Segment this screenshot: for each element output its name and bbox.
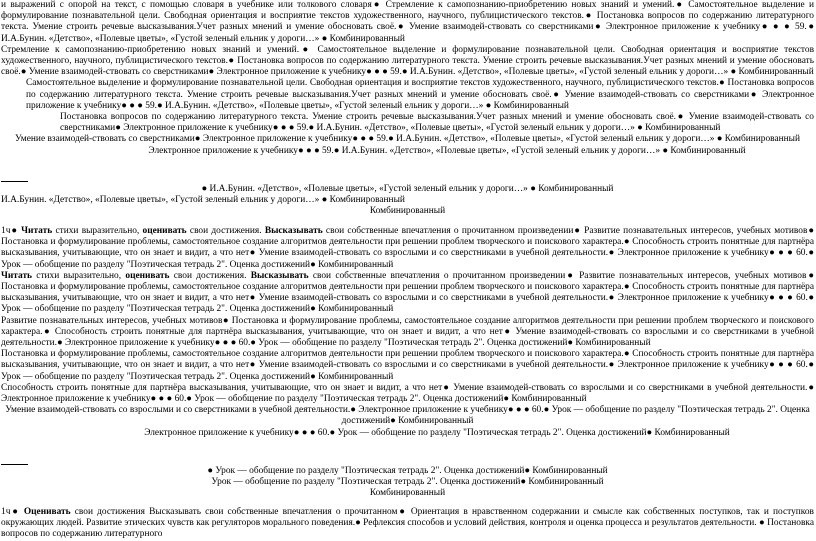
paragraph: Урок — обобщение по разделу "Поэтическая тетрадь 2". Оценка достижений● Комбинированный (211, 477, 604, 488)
paragraph: Постановка вопросов по содержанию литературного текста. Умение строить речевые высказывания.Учет разных мнений и умение обосновать своё.● Умение взаимодей-ствовать со сверстниками● Электронное приложение к учебнику● ● ● 59.● И.А.Бунин. «Детство», «Полевые цветы», «Густой зеленый ельник у дороги…» ● Комбинированный (60, 112, 814, 134)
footnote-separator-2 (0, 464, 816, 465)
paragraph: 1ч● Оценивать свои достижения Высказывать свои собственные впечатления о прочитанном● Ориентация в нравственном содержании и смысле как собственных поступков, так и поступков окружающих людей. Развитие этических чувств как регуляторов морального поведения.● Рефлексия способов и условий действия, контроля и оценка процесса и результатов деятельности. ● Постановка вопросов по содержанию литературного (1, 507, 814, 540)
paragraph: Комбинированный (369, 206, 446, 217)
section-4-text (0, 466, 816, 500)
paragraph: Постановка и формулирование проблемы, самостоятельное создание алгоритмов деятельности при решении проблем творческого и поискового характера.● Способность строить понятные для партнёра высказывания, учитывающие, что он знает и видит, а что нет● Умение взаимодей-ствовать со взрослыми и со сверстниками в учебной деятельности.● Электронное приложение к учебнику● ● ● 60.● Урок — обобщение по разделу "Поэтическая тетрадь 2". Оценка достижений● Комбинированный (1, 349, 814, 382)
section-5-text (0, 507, 816, 541)
paragraph: Умение взаимодей-ствовать со сверстниками● Электронное приложение к учебнику● ● ● 59.● И.А.Бунин. «Детство», «Полевые цветы», «Густой зеленый ельник у дороги…» ● Комбинированный (15, 134, 800, 145)
paragraph: и выражений с опорой на текст, с помощью словаря в учебнике или толкового словаря● Стремление к самопознанию-приобретению новых знаний и умений.● Самостоятельное выделение и формулирование познавательной цели. Свободная ориентация и восприятие текстов художественного, научного, публицистического текстов.● Постановка вопросов по содержанию литературного текста. Умение строить речевые высказывания.Учет разных мнений и умение обосновать своё.● Умение взаимодей-ствовать со сверстниками● Электронное приложение к учебнику● ● ● 59.● И.А.Бунин. «Детство», «Полевые цветы», «Густой зеленый ельник у дороги…» ● Комбинированный (1, 0, 814, 44)
paragraph: И.А.Бунин. «Детство», «Полевые цветы», «Густой зеленый ельник у дороги…» ● Комбинированный (1, 195, 405, 206)
paragraph: 1ч● Читать стихи выразительно, оценивать свои достижения. Высказывать свои собственные впечатления о прочитанном произведении● Развитие познавательных интересов, учебных мотивов● Постановка и формулирование проблемы, самостоятельное создание алгоритмов деятельности при решении проблем творческого и поискового характера.● Способность строить понятные для партнёра высказывания, учитывающие, что он знает и видит, а что нет● Умение взаимодей-ствовать со взрослыми и со сверстниками в учебной деятельности.● Электронное приложение к учебнику● ● ● 60.● Урок — обобщение по разделу "Поэтическая тетрадь 2". Оценка достижений● Комбинированный (1, 226, 814, 270)
paragraph: Самостоятельное выделение и формулирование познавательной цели. Свободная ориентация и восприятие текстов художественного, научного, публицистического текстов.● Постановка вопросов по содержанию литературного текста. Умение строить речевые высказывания.Учет разных мнений и умение обосновать своё.● Умение взаимодей-ствовать со сверстниками● Электронное приложение к учебнику● ● ● 59.● И.А.Бунин. «Детство», «Полевые цветы», «Густой зеленый ельник у дороги…» ● Комбинированный (26, 78, 814, 111)
paragraph: Способность строить понятные для партнёра высказывания, учитывающие, что он знает и видит, а что нет● Умение взаимодей-ствовать со взрослыми и со сверстниками в учебной деятельности.● Электронное приложение к учебнику● ● ● 60.● Урок — обобщение по разделу "Поэтическая тетрадь 2". Оценка достижений● Комбинированный (1, 382, 814, 405)
paragraph: Стремление к самопознанию-приобретению новых знаний и умений.● Самостоятельное выделение и формулирование познавательной цели. Свободная ориентация и восприятие текстов художественного, научного, публицистического текстов.● Постановка вопросов по содержанию литературного текста. Умение строить речевые высказывания.Учет разных мнений и умение обосновать своё.● Умение взаимодей-ствовать со сверстниками● Электронное приложение к учебнику● ● ● 59.● И.А.Бунин. «Детство», «Полевые цветы», «Густой зеленый ельник у дороги…» ● Комбинированный (1, 44, 814, 78)
paragraph: ● И.А.Бунин. «Детство», «Полевые цветы», «Густой зеленый ельник у дороги…» ● Комбинированный (201, 184, 614, 194)
section-1-text (0, 0, 816, 157)
footnote-separator-1 (0, 181, 816, 182)
paragraph: Электронное приложение к учебнику● ● ● 59.● И.А.Бунин. «Детство», «Полевые цветы», «Густой зеленый ельник у дороги…» ● Комбинированный (148, 145, 746, 156)
paragraph: ● Урок — обобщение по разделу "Поэтическая тетрадь 2". Оценка достижений● Комбинированный (207, 466, 608, 476)
paragraph: Читать стихи выразительно, оценивать свои достижения. Высказывать свои собственные впечатления о прочитанном произведении● Развитие познавательных интересов, учебных мотивов● Постановка и формулирование проблемы, самостоятельное создание алгоритмов деятельности при решении проблем творческого и поискового характера.● Способность строить понятные для партнёра высказывания, учитывающие, что он знает и видит, а что нет● Умение взаимодей-ствовать со взрослыми и со сверстниками в учебной деятельности.● Электронное приложение к учебнику● ● ● 60.● Урок — обобщение по разделу "Поэтическая тетрадь 2". Оценка достижений● Комбинированный (1, 270, 814, 315)
paragraph: Развитие познавательных интересов, учебных мотивов● Постановка и формулирование проблемы, самостоятельное создание алгоритмов деятельности при решении проблем творческого и поискового характера.● Способность строить понятные для партнёра высказывания, учитывающие, что он знает и видит, а что нет● Умение взаимодей-ствовать со взрослыми и со сверстниками в учебной деятельности.● Электронное приложение к учебнику● ● ● 60.● Урок — обобщение по разделу "Поэтическая тетрадь 2". Оценка достижений● Комбинированный (1, 315, 814, 349)
paragraph: Комбинированный (369, 488, 446, 499)
section-2-text (0, 184, 816, 218)
paragraph: Электронное приложение к учебнику● ● ● 60.● Урок — обобщение по разделу "Поэтическая тетрадь 2". Оценка достижений● Комбинированный (144, 427, 730, 438)
section-3-text (0, 226, 816, 439)
paragraph: Умение взаимодей-ствовать со взрослыми и со сверстниками в учебной деятельности.● Электронное приложение к учебнику● ● ● 60.● Урок — обобщение по разделу "Поэтическая тетрадь 2". Оценка достижений● Комбинированный (5, 405, 810, 427)
